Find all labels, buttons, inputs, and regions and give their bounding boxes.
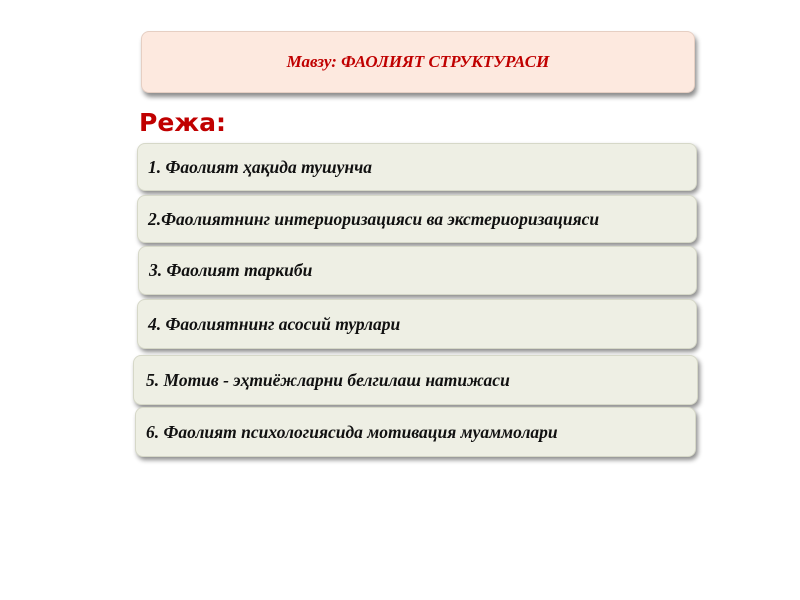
plan-item-3 [138, 246, 697, 295]
plan-item-6 [135, 407, 696, 457]
slide-title: Мавзу: ФАОЛИЯТ СТРУКТУРАСИ [286, 52, 550, 71]
plan-heading: Режа: [139, 108, 227, 137]
plan-item-5 [133, 355, 698, 405]
plan-item-label: 4. Фаолиятнинг асосий турлари [148, 313, 401, 334]
title-box [141, 31, 695, 93]
plan-item-label: 5. Мотив - эҳтиёжларни белгилаш натижаси [146, 369, 510, 390]
plan-item-label: 3. Фаолият таркиби [149, 260, 313, 280]
plan-item-2 [137, 195, 697, 243]
plan-item-label: 1. Фаолият ҳақида тушунча [148, 156, 373, 177]
plan-item-4 [137, 299, 697, 349]
plan-item-1 [137, 143, 697, 191]
plan-item-label: 6. Фаолият психологиясида мотивация муаммолари [146, 421, 558, 442]
plan-item-label: 2.Фаолиятнинг интериоризацияси ва экстериоризацияси [148, 208, 600, 229]
